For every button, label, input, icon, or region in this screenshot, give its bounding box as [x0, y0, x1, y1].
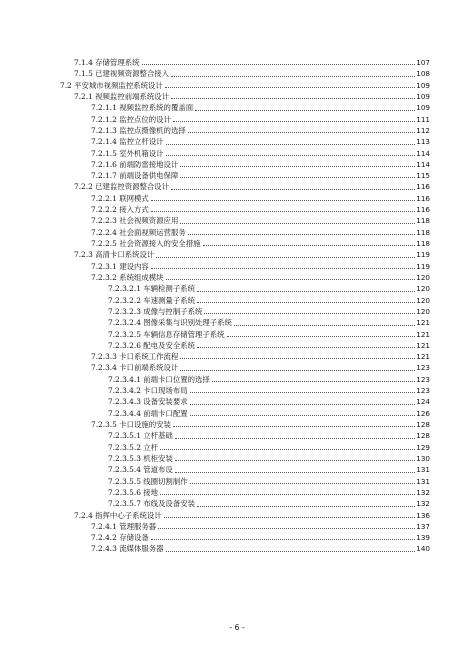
- toc-entry-title: 7.1.4 存储管理系统: [74, 58, 140, 67]
- toc-entry-title: 7.2.1.5 室外机箱设计: [91, 148, 164, 158]
- toc-entry[interactable]: [0, 442, 474, 453]
- toc-entry-title: 7.2.3.5.3 机柜安装: [108, 453, 173, 463]
- toc-entry[interactable]: [0, 283, 474, 294]
- toc-dot-leader: [158, 527, 415, 529]
- toc-entry-page: 112: [416, 125, 430, 135]
- page-footer-number: - 6 -: [229, 623, 245, 632]
- toc-dot-leader: [156, 256, 415, 258]
- toc-entry[interactable]: [0, 340, 474, 351]
- toc-entry-title: 7.2.3.2.1 车辆检测子系统: [108, 284, 195, 294]
- toc-dot-leader: [151, 199, 415, 201]
- toc-entry-page: 120: [416, 295, 430, 305]
- toc-entry-title: 7.2.4.3 流媒体服务器: [91, 544, 164, 554]
- toc-entry-page: 123: [416, 386, 430, 396]
- toc-dot-leader: [171, 97, 415, 99]
- toc-entry-title: 7.2.3.5.7 布线及设备安装: [108, 499, 195, 509]
- toc-entry[interactable]: [0, 114, 474, 125]
- toc-entry-title: 7.2.2.5 社会资源接入的安全措施: [91, 239, 201, 248]
- toc-entry-page: 120: [416, 272, 430, 282]
- toc-dot-leader: [166, 154, 415, 156]
- toc-entry[interactable]: [0, 148, 474, 159]
- toc-entry-title: 7.2.3.5 卡口设施的安装: [91, 420, 171, 429]
- toc-dot-leader: [190, 403, 415, 405]
- toc-dot-leader: [160, 493, 415, 495]
- toc-entry[interactable]: [0, 464, 474, 475]
- toc-entry[interactable]: [0, 238, 474, 249]
- toc-dot-leader: [197, 301, 415, 303]
- toc-entry[interactable]: [0, 396, 474, 407]
- toc-entry-page: 132: [416, 487, 430, 497]
- toc-entry[interactable]: [0, 204, 474, 215]
- toc-entry-page: 131: [416, 465, 430, 475]
- toc-entry-title: 7.2.2.2 接入方式: [91, 205, 149, 215]
- toc-entry-title: 7.2.4 指挥中心子系统设计: [74, 510, 162, 520]
- toc-dot-leader: [197, 505, 415, 507]
- toc-entry-title: 7.2 平安城市视频监控系统设计: [60, 80, 163, 90]
- toc-entry[interactable]: [0, 102, 474, 113]
- toc-entry-page: 129: [416, 442, 430, 452]
- toc-entry-page: 130: [416, 453, 430, 463]
- toc-dot-leader: [190, 414, 415, 416]
- toc-dot-leader: [212, 380, 415, 382]
- toc-entry[interactable]: [0, 295, 474, 306]
- toc-entry-page: 139: [416, 533, 430, 543]
- toc-entry[interactable]: [0, 317, 474, 328]
- toc-dot-leader: [227, 335, 415, 337]
- toc-dot-leader: [160, 448, 415, 450]
- toc-entry-page: 137: [416, 521, 430, 531]
- toc-entry-page: 124: [416, 397, 430, 407]
- toc-entry[interactable]: [0, 453, 474, 464]
- toc-entry-page: 128: [416, 431, 430, 441]
- toc-entry-page: 116: [416, 205, 430, 215]
- toc-entry-page: 118: [416, 216, 430, 226]
- toc-entry-title: 7.2.3.4.1 前端卡口位置的选择: [108, 374, 210, 384]
- toc-entry[interactable]: [0, 419, 474, 430]
- toc-entry-title: 7.2.1.4 监控立杆设计: [91, 137, 164, 147]
- toc-entry[interactable]: [0, 261, 474, 272]
- toc-entry-page: 109: [416, 103, 430, 113]
- toc-entry-page: 116: [416, 193, 430, 203]
- toc-entry-title: 7.2.3.4.2 卡口现场布局: [108, 386, 188, 396]
- toc-entry-page: 108: [416, 69, 430, 79]
- toc-entry-title: 7.2.4.1 管理服务器: [91, 521, 157, 531]
- toc-entry[interactable]: [0, 272, 474, 283]
- toc-entry-page: 114: [416, 148, 430, 158]
- toc-entry-page: 120: [416, 306, 430, 316]
- toc-dot-leader: [164, 516, 415, 518]
- toc-dot-leader: [180, 369, 415, 371]
- toc-entry[interactable]: [0, 374, 474, 385]
- toc-entry[interactable]: [0, 159, 474, 170]
- toc-entry[interactable]: [0, 215, 474, 226]
- toc-dot-leader: [171, 188, 415, 190]
- toc-dot-leader: [180, 165, 415, 167]
- toc-entry[interactable]: [0, 249, 474, 260]
- toc-entry-title: 7.2.3.2.6 配电及安全系统: [108, 340, 195, 350]
- toc-dot-leader: [203, 244, 415, 246]
- toc-entry[interactable]: [0, 543, 474, 554]
- toc-entry-page: 128: [416, 420, 430, 429]
- toc-entry[interactable]: [0, 57, 474, 68]
- toc-entry-page: 119: [416, 250, 430, 260]
- toc-dot-leader: [180, 222, 415, 224]
- toc-entry-title: 7.2.1.1 视频监控系统的覆盖面: [91, 103, 194, 113]
- toc-entry[interactable]: [0, 329, 474, 340]
- toc-dot-leader: [175, 437, 415, 439]
- toc-entry-page: 123: [416, 374, 430, 384]
- toc-entry-title: 7.2.3 高清卡口系统设计: [74, 250, 155, 260]
- toc-entry-title: 7.2.3.2 系统组成模块: [91, 272, 164, 282]
- toc-entry-page: 123: [416, 363, 430, 373]
- toc-entry-title: 7.2.3.4.3 设备安装要求: [108, 397, 188, 407]
- toc-entry-page: 119: [416, 261, 430, 271]
- toc-dot-leader: [171, 75, 415, 77]
- toc-entry-page: 126: [416, 408, 430, 418]
- toc-dot-leader: [197, 346, 415, 348]
- toc-entry-title: 7.2.3.5.2 立杆: [108, 442, 159, 452]
- toc-dot-leader: [142, 63, 415, 65]
- toc-dot-leader: [190, 482, 415, 484]
- toc-entry-page: 132: [416, 499, 430, 509]
- toc-entry[interactable]: [0, 80, 474, 91]
- toc-dot-leader: [173, 120, 415, 122]
- toc-dot-leader: [197, 290, 415, 292]
- toc-entry-page: 118: [416, 239, 430, 248]
- toc-entry-title: 7.2.2.1 联网模式: [91, 193, 149, 203]
- toc-entry[interactable]: [0, 351, 474, 362]
- toc-dot-leader: [188, 233, 415, 235]
- toc-entry[interactable]: [0, 181, 474, 192]
- toc-entry[interactable]: [0, 430, 474, 441]
- toc-dot-leader: [166, 143, 415, 145]
- toc-entry-title: 7.2.3.5.5 线圈切割制作: [108, 476, 188, 486]
- toc-entry-page: 118: [416, 227, 430, 237]
- toc-entry-page: 109: [416, 80, 430, 90]
- toc-entry-title: 7.2.2.4 社会面视频运营服务: [91, 227, 186, 237]
- toc-entry-title: 7.2.3.4 卡口前端系统设计: [91, 363, 179, 373]
- toc-entry-title: 7.2.1 视频监控前端系统设计: [74, 91, 170, 101]
- toc-entry-title: 7.2.3.2.5 车辆信息存储管理子系统: [108, 329, 225, 339]
- toc-entry-page: 121: [416, 340, 430, 350]
- toc-entry[interactable]: [0, 385, 474, 396]
- toc-entry-title: 7.2.3.1 建设内容: [91, 261, 149, 271]
- toc-dot-leader: [173, 425, 415, 427]
- toc-entry-title: 7.2.3.3 卡口系统工作流程: [91, 352, 179, 362]
- toc-entry[interactable]: [0, 170, 474, 181]
- toc-entry-title: 7.1.5 已建视频资源整合接入: [74, 69, 170, 79]
- toc-entry-title: 7.2.2.3 社会视频资源应用: [91, 216, 179, 226]
- toc-entry[interactable]: [0, 136, 474, 147]
- toc-entry[interactable]: [0, 68, 474, 79]
- toc-entry-title: 7.2.1.3 监控点摄像机的选择: [91, 125, 186, 135]
- toc-dot-leader: [151, 267, 415, 269]
- toc-dot-leader: [151, 538, 415, 540]
- toc-entry-title: 7.2.3.4.4 前端卡口配置: [108, 408, 188, 418]
- toc-entry-page: 121: [416, 318, 430, 328]
- toc-dot-leader: [195, 109, 415, 111]
- toc-entry[interactable]: [0, 498, 474, 509]
- toc-entry-page: 113: [416, 137, 430, 147]
- toc-entry[interactable]: [0, 227, 474, 238]
- toc-entry-page: 120: [416, 284, 430, 294]
- toc-entry-page: 107: [416, 58, 430, 67]
- toc-dot-leader: [234, 324, 415, 326]
- toc-entry-title: 7.2.3.2.2 车速测量子系统: [108, 295, 195, 305]
- toc-entry-page: 111: [416, 114, 430, 124]
- toc-entry-title: 7.2.1.6 前端防雷接地设计: [91, 159, 179, 169]
- toc-dot-leader: [175, 459, 415, 461]
- toc-dot-leader: [165, 86, 415, 88]
- toc-entry[interactable]: [0, 193, 474, 204]
- table-of-contents: [0, 57, 474, 555]
- toc-entry[interactable]: [0, 532, 474, 543]
- toc-dot-leader: [151, 210, 415, 212]
- toc-entry-page: 115: [416, 171, 430, 181]
- toc-entry[interactable]: [0, 487, 474, 498]
- toc-entry-page: 140: [416, 544, 430, 554]
- toc-entry-title: 7.2.1.7 前端设备供电保障: [91, 171, 179, 181]
- toc-entry[interactable]: [0, 510, 474, 521]
- toc-dot-leader: [175, 471, 415, 473]
- toc-entry-page: 136: [416, 510, 430, 520]
- toc-dot-leader: [180, 357, 415, 359]
- toc-entry-title: 7.2.2 已建监控资源整合设计: [74, 182, 170, 192]
- toc-entry-page: 109: [416, 91, 430, 101]
- toc-entry-page: 114: [416, 159, 430, 169]
- toc-entry-page: 121: [416, 352, 430, 362]
- toc-entry-title: 7.2.3.5.4 管道布设: [108, 465, 173, 475]
- toc-dot-leader: [188, 131, 415, 133]
- toc-entry[interactable]: [0, 408, 474, 419]
- toc-entry[interactable]: [0, 91, 474, 102]
- toc-entry-title: 7.2.3.2.4 图像采集与识别处理子系统: [108, 318, 232, 328]
- toc-entry-page: 116: [416, 182, 430, 192]
- toc-entry[interactable]: [0, 125, 474, 136]
- toc-dot-leader: [204, 312, 415, 314]
- toc-entry[interactable]: [0, 362, 474, 373]
- toc-entry-page: 121: [416, 329, 430, 339]
- toc-entry-title: 7.2.4.2 存储设备: [91, 533, 149, 543]
- toc-dot-leader: [190, 391, 415, 393]
- toc-entry-title: 7.2.3.2.3 成像与控制子系统: [108, 306, 203, 316]
- toc-dot-leader: [166, 550, 415, 552]
- toc-entry-title: 7.2.1.2 监控点位的设计: [91, 114, 171, 124]
- toc-entry[interactable]: [0, 306, 474, 317]
- toc-entry-title: 7.2.3.5.6 接地: [108, 487, 159, 497]
- toc-dot-leader: [180, 176, 415, 178]
- toc-entry[interactable]: [0, 476, 474, 487]
- toc-dot-leader: [166, 278, 415, 280]
- toc-entry-title: 7.2.3.5.1 立杆基础: [108, 431, 173, 441]
- toc-entry[interactable]: [0, 521, 474, 532]
- toc-entry-page: 131: [416, 476, 430, 486]
